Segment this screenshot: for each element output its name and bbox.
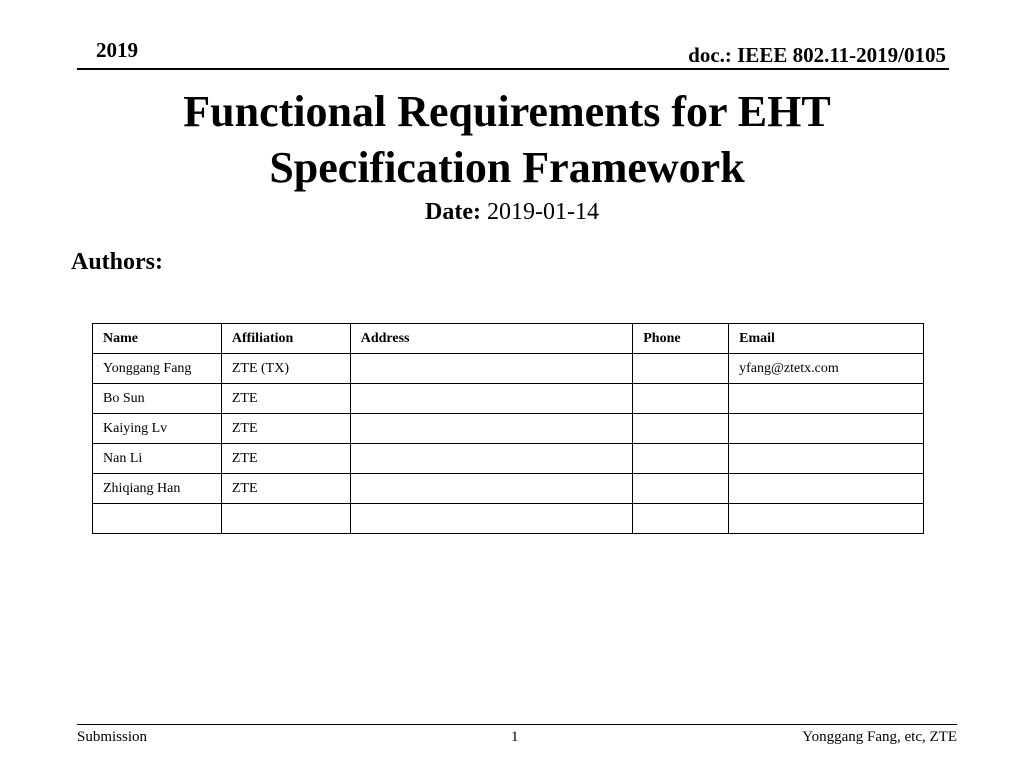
cell-name: Yonggang Fang (93, 354, 222, 384)
cell-name: Kaiying Lv (93, 414, 222, 444)
table-row (93, 384, 924, 414)
cell-name: Bo Sun (93, 384, 222, 414)
table-row (93, 504, 924, 534)
cell-address (350, 474, 633, 504)
cell-phone (633, 414, 729, 444)
footer-divider (77, 724, 957, 725)
cell-email: yfang@ztetx.com (729, 354, 924, 384)
cell-phone (633, 504, 729, 534)
column-header-name: Name (93, 324, 222, 354)
table-header-row (93, 324, 924, 354)
cell-affiliation: ZTE (221, 474, 350, 504)
cell-address (350, 384, 633, 414)
cell-name: Zhiqiang Han (93, 474, 222, 504)
cell-email (729, 414, 924, 444)
cell-address (350, 354, 633, 384)
cell-email (729, 444, 924, 474)
cell-address (350, 504, 633, 534)
footer-submission: Submission (77, 729, 148, 745)
cell-affiliation: ZTE (221, 384, 350, 414)
cell-email (729, 474, 924, 504)
cell-email (729, 504, 924, 534)
table-row (93, 474, 924, 504)
cell-phone (633, 444, 729, 474)
cell-name: Nan Li (93, 444, 222, 474)
date-value: 2019-01-14 (486, 199, 599, 225)
cell-phone (633, 384, 729, 414)
slide-title (0, 84, 1014, 196)
cell-phone (633, 354, 729, 384)
cell-address (350, 414, 633, 444)
cell-name (93, 504, 222, 534)
page-number: 1 (511, 729, 519, 745)
header-divider (77, 68, 949, 70)
authors-table (92, 323, 924, 534)
title-line-1: Functional Requirements for EHT (183, 87, 831, 136)
date-line (0, 199, 1024, 226)
cell-affiliation: ZTE (221, 414, 350, 444)
cell-affiliation: ZTE (TX) (221, 354, 350, 384)
cell-phone (633, 474, 729, 504)
table-row (93, 354, 924, 384)
title-line-2: Specification Framework (269, 143, 745, 192)
column-header-email: Email (729, 324, 924, 354)
cell-address (350, 444, 633, 474)
cell-affiliation (221, 504, 350, 534)
table-row (93, 414, 924, 444)
column-header-address: Address (350, 324, 633, 354)
header-year: 2019 (96, 38, 138, 62)
footer-author: Yonggang Fang, etc, ZTE (802, 729, 957, 745)
table-row (93, 444, 924, 474)
date-label: Date: (425, 199, 481, 225)
document-id: doc.: IEEE 802.11-2019/0105 (688, 43, 946, 67)
cell-email (729, 384, 924, 414)
cell-affiliation: ZTE (221, 444, 350, 474)
column-header-affiliation: Affiliation (221, 324, 350, 354)
column-header-phone: Phone (633, 324, 729, 354)
authors-heading: Authors: (71, 249, 164, 275)
